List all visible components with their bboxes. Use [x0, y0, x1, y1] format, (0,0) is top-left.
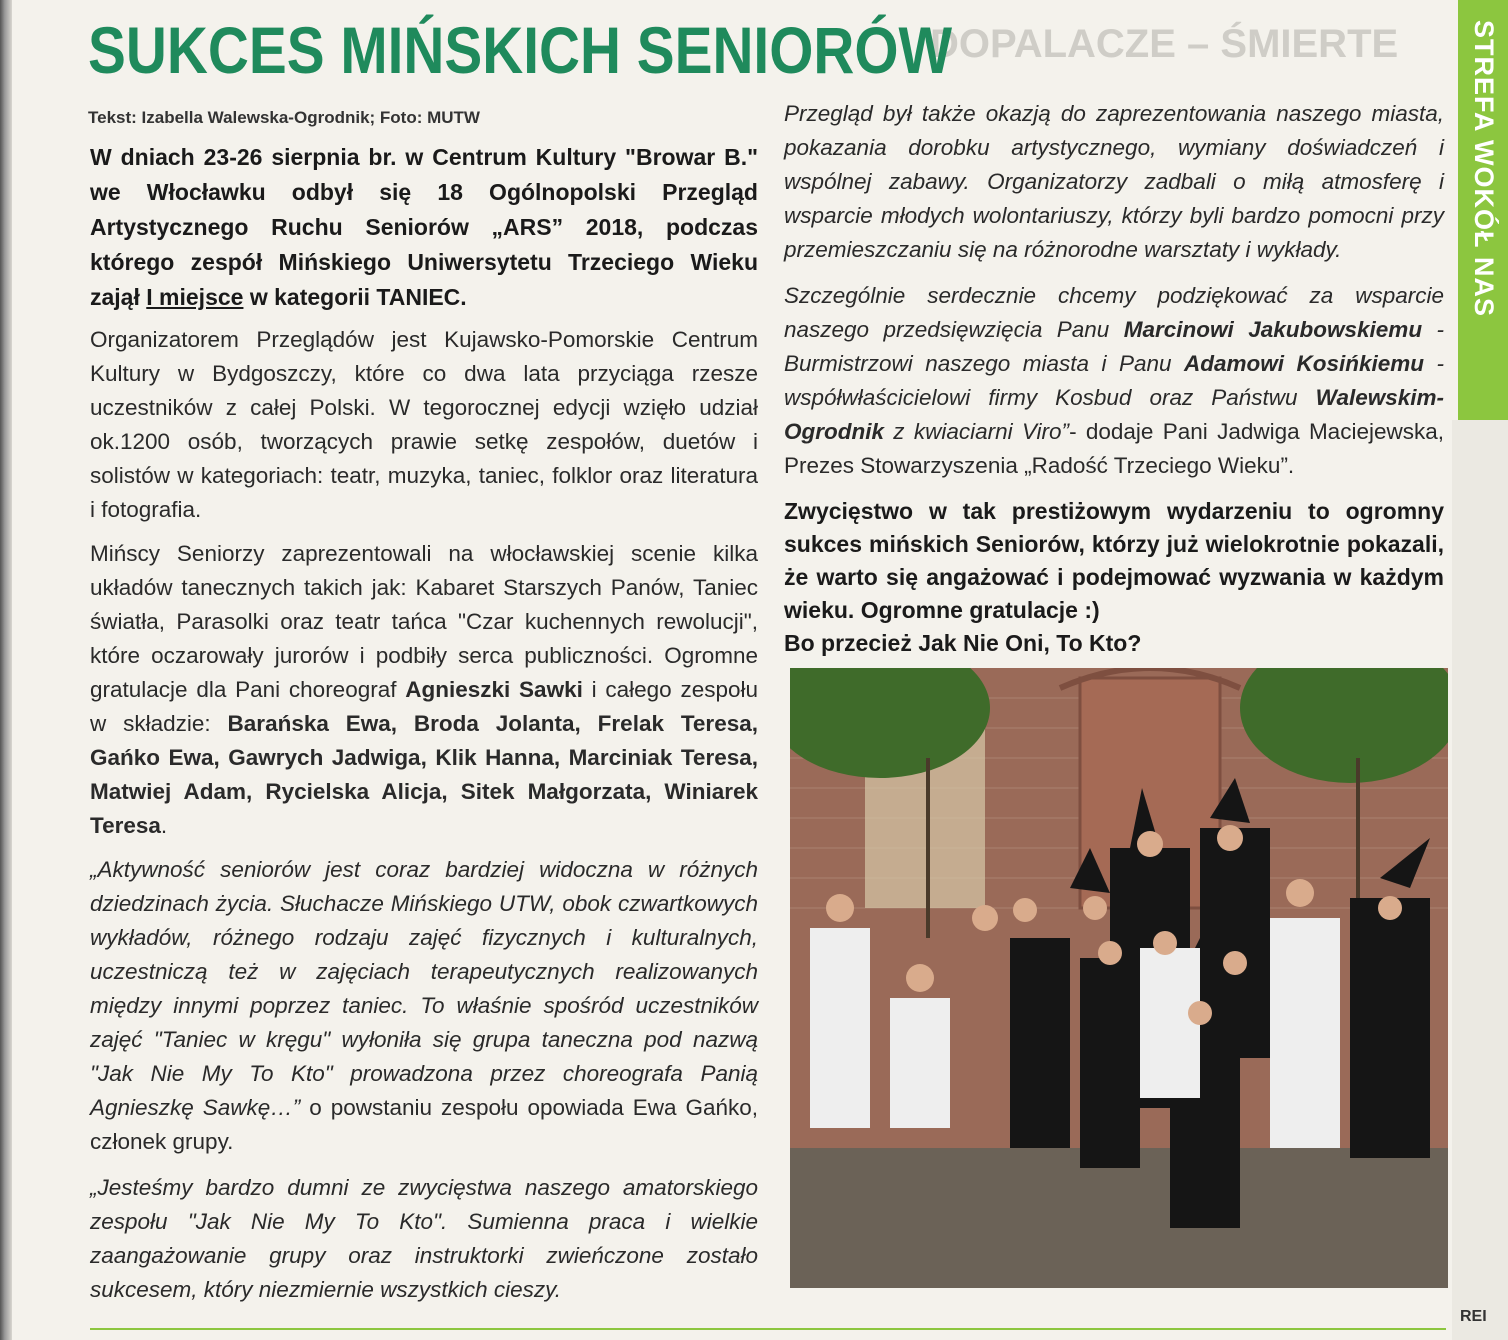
quote-review: Przegląd był także okazją do zaprezentowania naszego miasta, pokazania dorobku artystycznego, wymiany doświadczeń i wspólnej zabawy. Organizatorzy zadbali o miłą atmosferę i wsparcie młodych wolontariuszy, którzy byli bardzo pomocni przy przemieszczaniu się na różnorodne warsztaty i wykłady.: [784, 101, 1444, 262]
article-title: SUKCES MIŃSKICH SENIORÓW: [88, 13, 953, 87]
thanks-text-a: Szczególnie serdecznie chcemy podziękować za wsparcie naszego przedsięwzięcia Panu: [784, 283, 1444, 342]
performance-text: Mińscy Seniorzy zaprezentowali na włocławskiej scenie kilka układów tanecznych takich jak: Kabaret Starszych Panów, Taniec światła, Parasolki oraz teatr tańca "Czar kuchennych rewolucji", które oczarowały jurorów i podbiły serca publiczności. Ogromne gratulacje dla Pani choreograf: [90, 541, 758, 702]
closing-line: Bo przecież Jak Nie Oni, To Kto?: [784, 630, 1142, 656]
thanks-text-d: z kwiaciarni Viro”: [884, 419, 1070, 444]
team-end: .: [160, 813, 168, 838]
adjacent-page-bleed-text: DOPALACZE – ŚMIERTE: [930, 22, 1399, 66]
quote-activity: [90, 853, 758, 1159]
thanks-text-b: - Burmistrzowi naszego miasta i Panu: [784, 317, 1445, 376]
quote-activity-attribution: o powstaniu zespołu opowiada Ewa Gańko, członek grupy.: [90, 1095, 759, 1154]
final-paragraph: Zwycięstwo w tak prestiżowym wydarzeniu to ogromny sukces mińskich Seniorów, którzy już wielokrotnie pokazali, że warto się angażować i podejmować wyzwania w każdym wieku. Ogromne gratulacje :): [784, 498, 1444, 623]
lead-text-2: w kategorii TANIEC.: [243, 284, 467, 310]
thanks-name-3: Walewskim-Ogrodnik: [784, 385, 1444, 444]
article-credit: Tekst: Izabella Walewska-Ogrodnik; Foto: MUTW: [88, 108, 480, 127]
section-tab-label: STREFA WOKÓŁ NAS: [1469, 20, 1499, 317]
corner-fragment: REI: [1460, 1308, 1487, 1325]
performance-paragraph: [90, 537, 758, 843]
group-photo: [790, 668, 1448, 1288]
choreographer-name: Agnieszki Sawki: [405, 677, 583, 702]
quote-thanks: [784, 279, 1444, 483]
team-members: Barańska Ewa, Broda Jolanta, Frelak Teresa, Gańko Ewa, Gawrych Jadwiga, Klik Hanna, Marciniak Teresa, Matwiej Adam, Rycielska Alicja, Sitek Małgorzata, Winiarek Teresa: [90, 711, 758, 838]
thanks-name-2: Adamowi Kosińkiemu: [1184, 351, 1425, 376]
quote-activity-text: „Aktywność seniorów jest coraz bardziej widoczna w różnych dziedzinach życia. Słuchacze Mińskiego UTW, obok czwartkowych wykładów, różnego rodzaju zajęć fizycznych i kulturalnych, uczestniczą też w zajęciach terapeutycznych realizowanych między innymi poprzez taniec. To właśnie spośród uczestników zajęć "Taniec w kręgu" wyłoniła się grupa taneczna pod nazwą "Jak Nie My To Kto" prowadzona przez choreografa Panią Agnieszkę Sawkę…”: [90, 857, 758, 1120]
quote-proud: „Jesteśmy bardzo dumni ze zwycięstwa naszego amatorskiego zespołu "Jak Nie My To Kto". Sumienna praca i wielkie zaangażowanie grupy oraz instruktorki zwieńczone zostało sukcesem, który niezmiernie wszystkich cieszy.: [90, 1175, 758, 1302]
right-column: [784, 97, 1444, 660]
group-photo-illustration: [790, 668, 1448, 1288]
left-column: [90, 140, 758, 1319]
lead-paragraph: [90, 140, 758, 315]
page-rule: [90, 1328, 1446, 1330]
adjacent-page-edge: [1452, 420, 1508, 1340]
organizer-paragraph: Organizatorem Przeglądów jest Kujawsko-Pomorskie Centrum Kultury w Bydgoszczy, które co dwa lata przyciąga rzesze uczestników z całej Polski. W tegorocznej edycji wzięło udział ok.1200 osób, tworzących prawie setkę zespołów, duetów i solistów w kategoriach: teatr, muzyka, taniec, folklor oraz literatura i fotografia.: [90, 327, 758, 522]
page-gutter-shadow: [0, 0, 12, 1340]
thanks-text-c: - współwłaścicielowi firmy Kosbud oraz Państwu: [784, 351, 1444, 410]
team-intro: i całego zespołu w składzie:: [90, 677, 758, 736]
thanks-name-1: Marcinowi Jakubowskiemu: [1123, 317, 1423, 342]
thanks-attribution: - dodaje Pani Jadwiga Maciejewska, Prezes Stowarzyszenia „Radość Trzeciego Wieku”.: [784, 419, 1444, 478]
lead-text-1: W dniach 23-26 sierpnia br. w Centrum Kultury "Browar B." we Włocławku odbył się 18 Ogólnopolski Przegląd Artystycznego Ruchu Seniorów „ARS” 2018, podczas którego zespół Mińskiego Uniwersytetu Trzeciego Wieku zajął: [90, 144, 758, 310]
lead-place: I miejsce: [146, 284, 244, 310]
